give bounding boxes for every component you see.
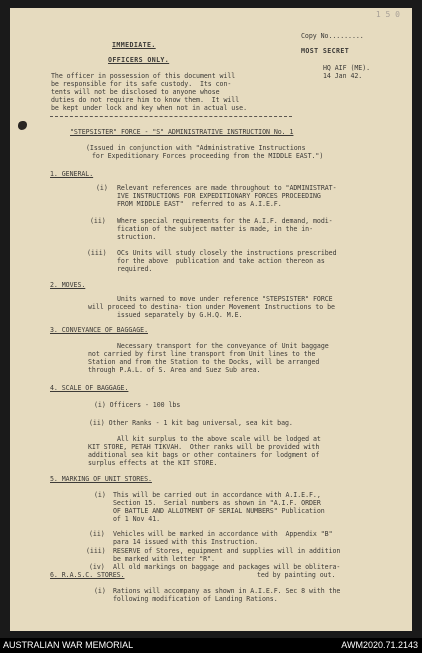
page-stamp: 1 5 0 <box>375 10 400 19</box>
item-label: (i) <box>94 491 106 499</box>
document-page: 1 5 0 IMMEDIATE. OFFICERS ONLY. Copy No......... MOST SECRET HQ AIF (ME). 14 Jan 42. The officer in possession of this document will be responsible for its safe custody. Its con- tents will not be disclosed to anyone whose duties do not require him to know them. It will be kept under lock and key when not in actual use. "STEPSISTER" FORCE - "S" ADMINISTRATIVE INSTRUCTION No. 1 (Issued in conjunction with "Administrative Instructions for Expeditionary Forces proceeding from the MIDDLE EAST.") 1. GENERAL. (i) Relevant references are made throughout to "ADMINISTRAT- IVE INSTRUCTIONS FOR EXPEDITIONARY FORCES PROCEEDING FROM MIDDLE EAST" referred to as A.I.E.F. (ii) Where special requirements for the A.I.F. demand, modi- fication of the subject matter is made, in the in- struction. (iii) OCs Units will study closely the instructions prescribed for the above publication and take action thereon as required. 2. MOVES. Units warned to move under reference "STEPSISTER" FORCE will proceed to destina- tion under Movement Instructions to be issued separately by G.H.Q. M.E. 3. CONVEYANCE OF BAGGAGE. Necessary transport for the conveyance of Unit baggage not carried by first line transport from Unit lines to the Station and from the Station to the Docks, will be arranged through P.A.L. of S. Area and Suez Sub area. 4. SCALE OF BAGGAGE. (i) Officers - 100 lbs (ii) Other Ranks - 1 kit bag universal, sea kit bag. All kit surplus to the above scale will be lodged at KIT STORE, PETAH TIKVAH. Other ranks will be provided with additional sea kit bags or other containers for lodgment of surplus effects at the KIT STORE. 5. MARKING OF UNIT STORES. (i) This will be carried out in accordance with A.I.E.F., Section 15. Serial numbers as shown in "A.I.F. ORDER OF BATTLE AND ALLOTMENT OF SERIAL NUMBERS" Publication of 1 Nov 41. (ii) Vehicles will be marked in accordance with Appendix "B" para 14 issued with this Instruction. (iii) RESERVE of Stores, equipment and supplies will in addition be marked with letter "R". (iv) All old markings on baggage and packages will be oblitera- ted by painting out. 6. R.A.S.C. STORES. (i) Rations will accompany as shown in A.I.E.F. Sec 8 with the following modification of Landing Rations. <box>10 8 412 631</box>
accession-number: AWM2020.71.2143 <box>341 640 418 650</box>
officers-only-heading: OFFICERS ONLY. <box>108 56 170 64</box>
document-date: 14 Jan 42. <box>323 72 363 80</box>
section-heading-moves: 2. MOVES. <box>50 281 86 289</box>
immediate-heading: IMMEDIATE. <box>112 41 156 49</box>
item-label: (ii) <box>90 217 106 225</box>
item-label: (iv) <box>89 563 105 571</box>
item-label: (i) <box>96 184 108 192</box>
document-title: "STEPSISTER" FORCE - "S" ADMINISTRATIVE INSTRUCTION No. 1 <box>70 128 294 136</box>
secrecy-marking: MOST SECRET <box>301 47 350 55</box>
section-heading-baggage: 3. CONVEYANCE OF BAGGAGE. <box>50 326 148 334</box>
item-label: (i) <box>94 587 106 595</box>
divider-rule <box>50 116 292 117</box>
punch-hole <box>18 121 27 130</box>
item-label: (ii) <box>89 530 105 538</box>
section-heading-general: 1. GENERAL. <box>50 170 94 178</box>
headquarters: HQ AIF (ME). <box>323 64 371 72</box>
section-heading-rasc: 6. R.A.S.C. STORES. <box>50 571 125 579</box>
archive-footer <box>0 638 422 653</box>
item-label: (iii) <box>86 547 106 555</box>
item-label: (iii) <box>87 249 107 257</box>
subtitle-line: for Expeditionary Forces proceeding from the MIDDLE EAST.") <box>92 152 324 160</box>
section-heading-scale: 4. SCALE OF BAGGAGE. <box>50 384 129 392</box>
copy-number: Copy No......... <box>301 32 364 40</box>
institution-name: AUSTRALIAN WAR MEMORIAL <box>3 640 134 650</box>
section-heading-marking: 5. MARKING OF UNIT STORES. <box>50 475 152 483</box>
subtitle-line: (Issued in conjunction with "Administrative Instructions <box>86 144 306 152</box>
